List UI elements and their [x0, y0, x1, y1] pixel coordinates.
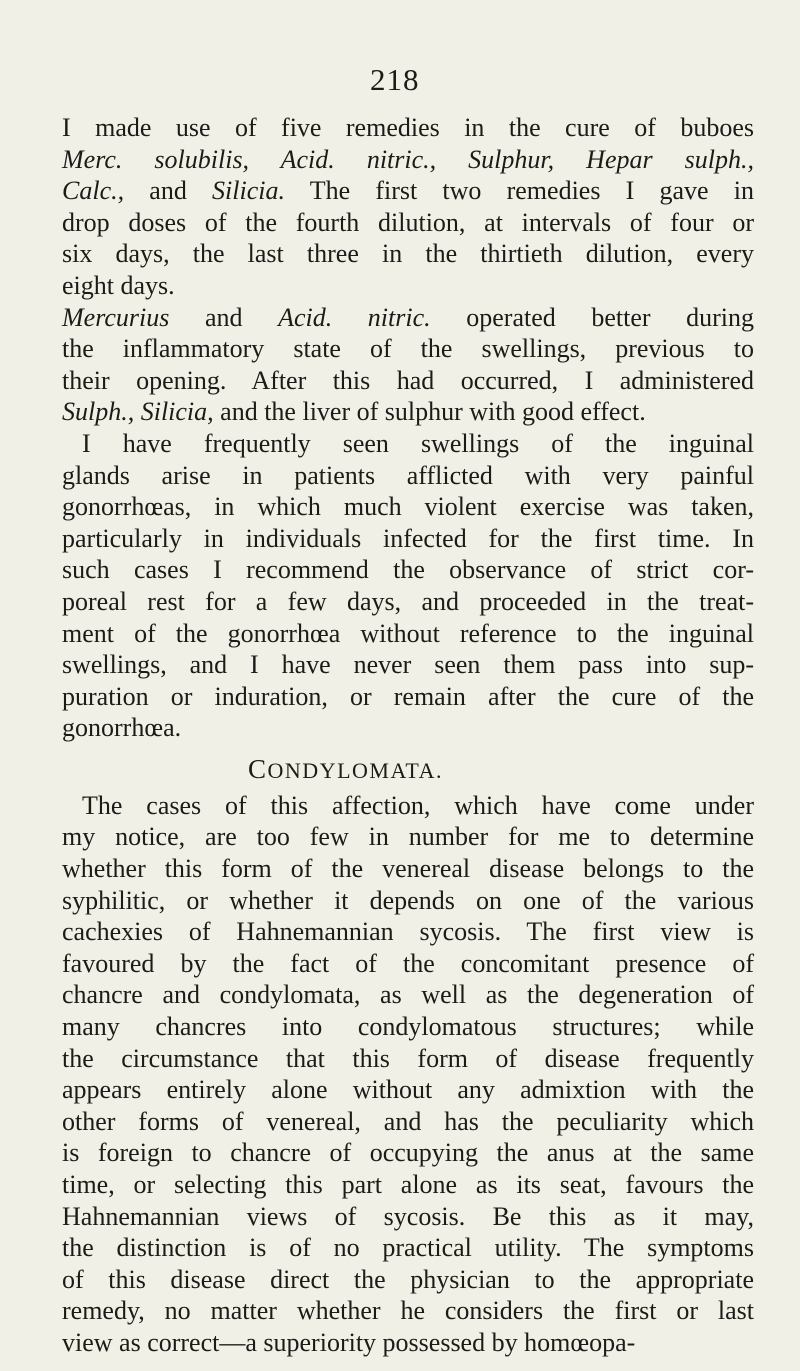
- paragraph-remedies: [62, 112, 754, 302]
- italic-text: Merc. solubilis, Acid. nitric., Sulphur, Hepar sulph.,: [62, 144, 754, 174]
- text-line: [62, 712, 754, 744]
- text-run: and: [124, 176, 213, 206]
- text-line: [62, 333, 754, 365]
- paragraph-inguinal: [62, 428, 754, 744]
- text-run: such cases I recommend the observance of strict cor-: [62, 555, 754, 585]
- text-run: the circumstance that this form of disease frequently: [62, 1043, 754, 1073]
- text-line: [62, 428, 754, 460]
- text-run: I have frequently seen swellings of the inguinal: [82, 428, 754, 458]
- text-line: [62, 1201, 754, 1233]
- text-line: [62, 270, 754, 302]
- text-run: view as correct—a superiority possessed by homœopa-: [62, 1327, 636, 1357]
- text-line: [62, 1264, 754, 1296]
- text-line: [62, 1295, 754, 1327]
- text-run: Hahnemannian views of sycosis. Be this as it may,: [62, 1201, 754, 1231]
- text-run: swellings, and I have never seen them pass into sup-: [62, 650, 754, 680]
- text-line: [62, 1011, 754, 1043]
- text-run: my notice, are too few in number for me to determine: [62, 822, 754, 852]
- text-line: [62, 1043, 754, 1075]
- text-line: [62, 207, 754, 239]
- italic-text: Silicia.: [212, 176, 285, 206]
- text-line: [62, 112, 754, 144]
- text-run: drop doses of the fourth dilution, at intervals of four or: [62, 207, 754, 237]
- text-line: [62, 1106, 754, 1138]
- text-run: gonorrhœa.: [62, 713, 182, 743]
- text-line: [62, 554, 754, 586]
- paragraph-mercurius: [62, 302, 754, 428]
- text-run: the distinction is of no practical utility. The symptoms: [62, 1233, 754, 1263]
- text-line: [62, 853, 754, 885]
- text-line: [62, 365, 754, 397]
- text-line: [62, 1169, 754, 1201]
- text-line: [62, 586, 754, 618]
- text-run: I made use of five remedies in the cure of buboes: [62, 113, 754, 142]
- text-line: [62, 948, 754, 980]
- text-line: [62, 618, 754, 650]
- text-run: other forms of venereal, and has the peculiarity which: [62, 1106, 754, 1136]
- text-run: whether this form of the venereal disease belongs to the: [62, 854, 754, 884]
- text-run: chancre and condylomata, as well as the degeneration of: [62, 980, 754, 1010]
- text-run: The cases of this affection, which have come under: [82, 790, 754, 820]
- text-run: ment of the gonorrhœa without reference to the inguinal: [62, 618, 754, 648]
- text-run: appears entirely alone without any admixtion with the: [62, 1075, 754, 1105]
- text-line: [62, 979, 754, 1011]
- text-line: [62, 1137, 754, 1169]
- text-run: many chancres into condylomatous structures; while: [62, 1012, 754, 1042]
- text-run: favoured by the fact of the concomitant presence of: [62, 948, 754, 978]
- text-run: operated better during: [430, 302, 754, 332]
- text-line: [62, 460, 754, 492]
- italic-text: Sulph., Silicia,: [62, 397, 214, 427]
- text-line: [62, 681, 754, 713]
- text-run: their opening. After this had occurred, I administered: [62, 365, 754, 395]
- heading-initial: C: [248, 753, 268, 784]
- text-run: six days, the last three in the thirtieth dilution, every: [62, 239, 754, 269]
- italic-text: Acid. nitric.: [278, 302, 431, 332]
- text-line: [62, 238, 754, 270]
- text-line: [62, 523, 754, 555]
- text-run: and: [169, 302, 279, 332]
- text-run: puration or induration, or remain after the cure of the: [62, 681, 754, 711]
- text-run: particularly in individuals infected for the first time. In: [62, 523, 754, 553]
- text-run: and the liver of sulphur with good effect.: [213, 397, 646, 427]
- text-line: [62, 302, 754, 334]
- text-line: [62, 821, 754, 853]
- body-text: [62, 112, 754, 1359]
- paragraph-condylomata: [62, 790, 754, 1359]
- text-line: [62, 1232, 754, 1264]
- text-run: poreal rest for a few days, and proceeded in the treat-: [62, 586, 754, 616]
- text-line: [62, 790, 754, 822]
- text-line: [62, 885, 754, 917]
- text-run: eight days.: [62, 270, 175, 300]
- text-line: [62, 175, 754, 207]
- text-run: glands arise in patients afflicted with very painful: [62, 460, 754, 490]
- text-line: [62, 491, 754, 523]
- text-run: of this disease direct the physician to the appropriate: [62, 1264, 754, 1294]
- text-run: is foreign to chancre of occupying the anus at the same: [62, 1138, 754, 1168]
- text-run: remedy, no matter whether he considers the first or last: [62, 1296, 754, 1326]
- text-run: gonorrhœas, in which much violent exercise was taken,: [62, 492, 754, 522]
- text-run: time, or selecting this part alone as its seat, favours the: [62, 1170, 754, 1199]
- text-line: [62, 144, 754, 176]
- section-heading: [62, 752, 754, 786]
- text-line: [62, 396, 754, 428]
- italic-text: Mercurius: [62, 302, 170, 332]
- italic-text: Calc.,: [62, 176, 125, 206]
- heading-rest: ONDYLOMATA.: [267, 757, 443, 783]
- text-run: the inflammatory state of the swellings, previous to: [62, 334, 754, 364]
- text-line: [62, 916, 754, 948]
- text-line: [62, 1074, 754, 1106]
- page-number: 218: [370, 62, 420, 97]
- text-line: [62, 649, 754, 681]
- text-run: syphilitic, or whether it depends on one of the various: [62, 885, 754, 915]
- text-line: [62, 1327, 754, 1359]
- text-run: The first two remedies I gave in: [284, 176, 754, 206]
- text-run: cachexies of Hahnemannian sycosis. The first view is: [62, 917, 754, 947]
